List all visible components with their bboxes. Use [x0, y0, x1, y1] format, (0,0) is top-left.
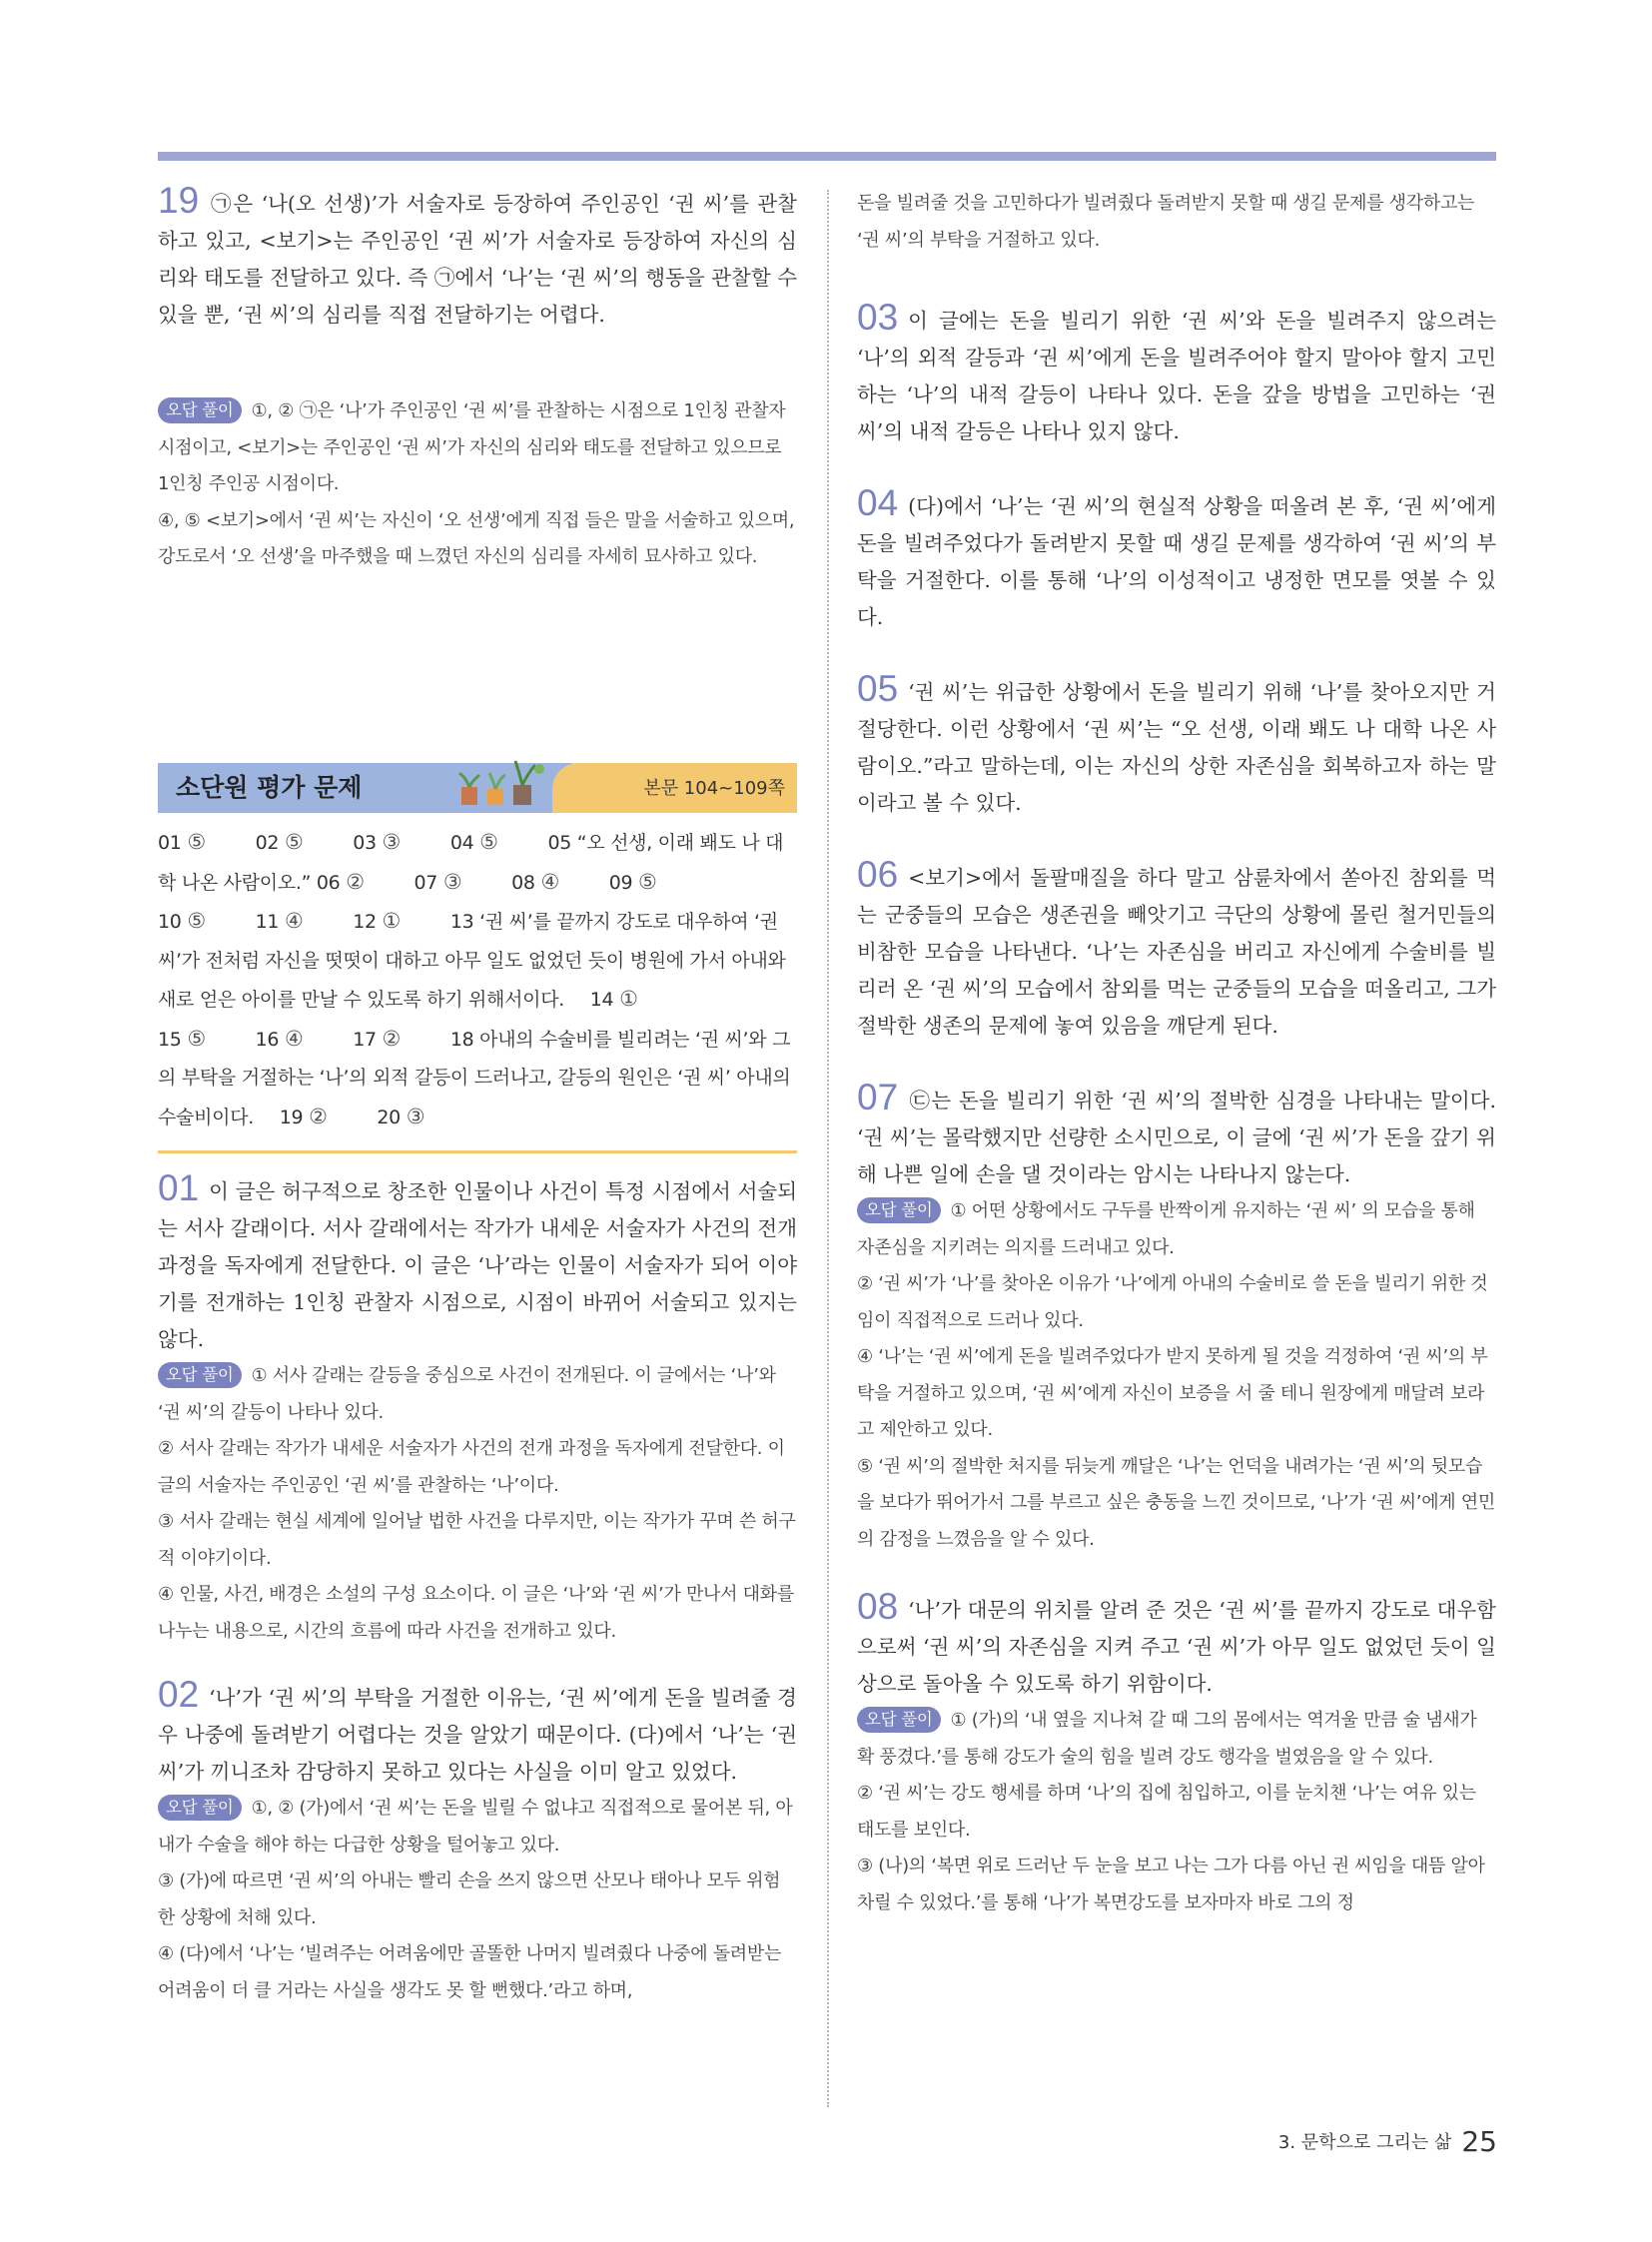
answer-key-line: 10 ⑤ 11 ④ 12 ① 13 ‘권 씨’를 끝까지 강도로 대우하여 ‘권 씨’가 전처럼 자신을 떳떳이 대하고 아무 일도 없었던 듯이 병원에 가서 아내와 새로 얻은 아이를 만날 수 있도록 하기 위해서이다. 14 ①: [158, 909, 786, 1011]
answer-19-text: 19 ㉠은 ‘나(오 선생)’가 서술자로 등장하여 주인공인 ‘권 씨’를 관찰하고 있고, <보기>는 주인공인 ‘권 씨’가 서술자로 등장하여 자신의 심리와 태도를 전달하고 있다. 즉 ㉠에서 ‘나’는 ‘권 씨’의 행동을 관찰할 수 있을 뿐, ‘권 씨’의 심리를 직접 전달하기는 어렵다.: [158, 180, 797, 327]
page-footer: [1278, 2122, 1497, 2163]
answer-02-continued: 돈을 빌려줄 것을 고민하다가 빌려줬다 돌려받지 못할 때 생길 문제를 생각하고는 ‘권 씨’의 부탁을 거절하고 있다.: [857, 193, 1475, 251]
explanation-line: ④ 인물, 사건, 배경은 소설의 구성 요소이다. 이 글은 ‘나’와 ‘권 씨’가 만나서 대화를 나누는 내용으로, 시간의 흐름에 따라 사건을 전개하고 있다.: [158, 1584, 794, 1642]
answer-01-section: [158, 1167, 797, 1650]
left-column: [158, 180, 797, 2009]
wrong-answer-badge: 오답 풀이: [158, 1795, 242, 1821]
wrong-answer-badge: 오답 풀이: [158, 397, 242, 423]
explanation-line: ② ‘권 씨’가 ‘나’를 찾아온 이유가 ‘나’에게 아내의 수술비로 쓸 돈을 빌리기 위한 것임이 직접적으로 드러나 있다.: [857, 1273, 1488, 1331]
answer-06-text: 06 <보기>에서 돌팔매질을 하다 말고 삼륜차에서 쏟아진 참외를 먹는 군중들의 모습은 생존권을 빼앗기고 극단의 상황에 몰린 철거민들의 비참한 모습을 나타낸다. ‘나’는 자존심을 버리고 자신에게 수술비를 빌리러 온 ‘권 씨’의 모습에서 참외를 먹는 군중들의 모습을 떠올리고, 그가 절박한 생존의 문제에 놓여 있음을 깨닫게 된다.: [857, 854, 1496, 1038]
right-column: [857, 186, 1496, 1921]
explanation-line: ④ ‘나’는 ‘권 씨’에게 돈을 빌려주었다가 받지 못하게 될 것을 걱정하여 ‘권 씨’의 부탁을 거절하고 있으며, ‘권 씨’에게 자신이 보증을 서 줄 테니 원장에게 매달려 보라고 제안하고 있다.: [857, 1346, 1488, 1440]
wrong-answer-badge: 오답 풀이: [857, 1197, 941, 1223]
answer-key-line: 15 ⑤ 16 ④ 17 ② 18 아내의 수술비를 빌리려는 ‘권 씨’와 그의 부탁을 거절하는 ‘나’의 외적 갈등이 드러나고, 갈등의 원인은 ‘권 씨’ 아내의 수술비이다. 19 ② 20 ③: [158, 1026, 791, 1128]
top-accent-bar: [158, 152, 1496, 161]
answer-02-text: 02 ‘나’가 ‘권 씨’의 부탁을 거절한 이유는, ‘권 씨’에게 돈을 빌려줄 경우 나중에 돌려받기 어렵다는 것을 알았기 때문이다. (다)에서 ‘나’는 ‘권 씨’가 끼니조차 감당하지 못하고 있다는 사실을 이미 알고 있었다.: [158, 1674, 797, 1784]
answer-05: 05 “오 선생, 이래 봬도 나 대학 나온 사람이오.”: [158, 832, 784, 894]
wrong-answer-badge: 오답 풀이: [857, 1707, 941, 1733]
answer-08-text: 08 ‘나’가 대문의 위치를 알려 준 것은 ‘권 씨’를 끝까지 강도로 대우함으로써 ‘권 씨’의 자존심을 지켜 주고 ‘권 씨’가 아무 일도 없었던 듯이 일상으로 돌아올 수 있도록 하기 위함이다.: [857, 1586, 1496, 1696]
explanation-line: 오답 풀이 ① (가)의 ‘내 옆을 지나쳐 갈 때 그의 몸에서는 역겨울 만큼 술 냄새가 확 풍겼다.’를 통해 강도가 술의 힘을 빌려 강도 행각을 벌였음을 알 수 있다.: [857, 1703, 1496, 1776]
explanation-line: ③ 서사 갈래는 현실 세계에 일어날 법한 사건을 다루지만, 이는 작가가 꾸며 쓴 허구적 이야기이다.: [158, 1511, 796, 1569]
answer-02-explanation: [158, 1791, 797, 2009]
answer-05-text: 05 ‘권 씨’는 위급한 상황에서 돈을 빌리기 위해 ‘나’를 찾아오지만 거절당한다. 이런 상황에서 ‘권 씨’는 “오 선생, 이래 봬도 나 대학 나온 사람이오.”라고 말하는데, 이는 자신의 상한 자존심을 회복하고자 하는 말이라고 볼 수 있다.: [857, 668, 1496, 815]
answer-number: 03: [857, 297, 899, 338]
answer-number: 08: [857, 1586, 899, 1627]
answer-number: 02: [158, 1674, 200, 1715]
footer-chapter: 3. 문학으로 그리는 삶: [1277, 2132, 1452, 2153]
wrong-answer-badge: 오답 풀이: [158, 1362, 242, 1388]
unit-test-pages: 본문 104~109쪽: [643, 778, 785, 799]
answer-key-line: 01 ⑤ 02 ⑤ 03 ③ 04 ⑤ 05 “오 선생, 이래 봬도 나 대학 나온 사람이오.” 06 ② 07 ③ 08 ④ 09 ⑤: [158, 830, 784, 894]
explanation-line: ③ (나)의 ‘복면 위로 드러난 두 눈을 보고 나는 그가 다름 아닌 권 씨임을 대뜸 알아차릴 수 있었다.’를 통해 ‘나’가 복면강도를 보자마자 바로 그의 정: [857, 1856, 1485, 1913]
explanation-line: ② 서사 갈래는 작가가 내세운 서술자가 사건의 전개 과정을 독자에게 전달한다. 이 글의 서술자는 주인공인 ‘권 씨’를 관찰하는 ‘나’이다.: [158, 1438, 785, 1496]
explanation-line: ③ (가)에 따르면 ‘권 씨’의 아내는 빨리 손을 쓰지 않으면 산모나 태아나 모두 위험한 상황에 처해 있다.: [158, 1870, 781, 1928]
answer-08-explanation: [857, 1703, 1496, 1921]
answer-number: 05: [857, 668, 899, 709]
explanation-line: 오답 풀이 ① 어떤 상황에서도 구두를 반짝이게 유지하는 ‘권 씨’ 의 모습을 통해 자존심을 지키려는 의지를 드러내고 있다.: [857, 1193, 1496, 1266]
answer-01-explanation: [158, 1358, 797, 1650]
page-number: 25: [1461, 2125, 1497, 2158]
column-divider: [827, 190, 829, 2107]
answer-02-section: [158, 1674, 797, 2009]
answer-number: 01: [158, 1167, 200, 1208]
unit-test-title: 소단원 평가 문제: [176, 773, 363, 802]
answer-07-explanation: [857, 1193, 1496, 1558]
potted-plants-icon: [447, 751, 567, 815]
answer-number: 07: [857, 1077, 899, 1118]
explanation-line: 오답 풀이 ① 서사 갈래는 갈등을 중심으로 사건이 전개된다. 이 글에서는 ‘나’와 ‘권 씨’의 갈등이 나타나 있다.: [158, 1358, 797, 1431]
unit-test-header: [158, 751, 797, 815]
answer-18: 18 아내의 수술비를 빌리려는 ‘권 씨’와 그의 부탁을 거절하는 ‘나’의 외적 갈등이 드러나고, 갈등의 원인은 ‘권 씨’ 아내의 수술비이다.: [158, 1028, 791, 1128]
answer-key: [158, 823, 797, 1136]
explanation-line: ④, ⑤ <보기>에서 ‘권 씨’는 자신이 ‘오 선생’에게 직접 들은 말을 서술하고 있으며, 강도로서 ‘오 선생’을 마주했을 때 느꼈던 자신의 심리를 자세히 묘사하고 있다.: [158, 509, 795, 567]
answer-number: 06: [857, 854, 899, 895]
answer-19-section: [158, 180, 797, 391]
explanation-line: 오답 풀이 ①, ② (가)에서 ‘권 씨’는 돈을 빌릴 수 없냐고 직접적으로 물어본 뒤, 아내가 수술을 해야 하는 다급한 상황을 털어놓고 있다.: [158, 1791, 797, 1864]
answer-number: 19: [158, 180, 200, 221]
answer-01-text: 01 이 글은 허구적으로 창조한 인물이나 사건이 특정 시점에서 서술되는 서사 갈래이다. 서사 갈래에서는 작가가 내세운 서술자가 사건의 전개 과정을 독자에게 전달한다. 이 글은 ‘나’라는 인물이 서술자가 되어 이야기를 전개하는 1인칭 관찰자 시점으로, 시점이 바뀌어 서술되고 있지는 않다.: [158, 1167, 797, 1351]
explanation-line: 오답 풀이 ①, ② ㉠은 ‘나’가 주인공인 ‘권 씨’를 관찰하는 시점으로 1인칭 관찰자 시점이고, <보기>는 주인공인 ‘권 씨’가 자신의 심리와 태도를 전달하고 있으므로 1인칭 주인공 시점이다.: [158, 393, 797, 503]
answer-key-separator: [158, 1150, 797, 1153]
explanation-line: ④ (다)에서 ‘나’는 ‘빌려주는 어려움에만 골똘한 나머지 빌려줬다 나중에 돌려받는 어려움이 더 클 거라는 사실을 생각도 못 할 뻔했다.’라고 하며,: [158, 1943, 782, 2001]
answer-03-text: 03 이 글에는 돈을 빌리기 위한 ‘권 씨’와 돈을 빌려주지 않으려는 ‘나’의 외적 갈등과 ‘권 씨’에게 돈을 빌려주어야 할지 말아야 할지 고민하는 ‘나’의 내적 갈등이 나타나 있다. 돈을 갚을 방법을 고민하는 ‘권 씨’의 내적 갈등은 나타나 있지 않다.: [857, 297, 1496, 443]
explanation-line: ② ‘권 씨’는 강도 행세를 하며 ‘나’의 집에 침입하고, 이를 눈치챈 ‘나’는 여유 있는 태도를 보인다.: [857, 1783, 1476, 1841]
answer-13: 13 ‘권 씨’를 끝까지 강도로 대우하여 ‘권 씨’가 전처럼 자신을 떳떳이 대하고 아무 일도 없었던 듯이 병원에 가서 아내와 새로 얻은 아이를 만날 수 있도록 하기 위해서이다.: [158, 911, 786, 1011]
answer-19-explanation: [158, 393, 797, 605]
explanation-line: ⑤ ‘권 씨’의 절박한 처지를 뒤늦게 깨달은 ‘나’는 언덕을 내려가는 ‘권 씨’의 뒷모습을 보다가 뛰어가서 그를 부르고 싶은 충동을 느낀 것이므로, ‘나’가 ‘권 씨’에게 연민의 감정을 느꼈음을 알 수 있다.: [857, 1455, 1495, 1550]
answer-number: 04: [857, 482, 899, 523]
answer-04-text: 04 (다)에서 ‘나’는 ‘권 씨’의 현실적 상황을 떠올려 본 후, ‘권 씨’에게 돈을 빌려주었다가 돌려받지 못할 때 생길 문제를 생각하여 ‘권 씨’의 부탁을 거절한다. 이를 통해 ‘나’의 이성적이고 냉정한 면모를 엿볼 수 있다.: [857, 482, 1496, 629]
answer-07-text: 07 ㉢는 돈을 빌리기 위한 ‘권 씨’의 절박한 심경을 나타내는 말이다. ‘권 씨’는 몰락했지만 선량한 소시민으로, 이 글에 ‘권 씨’가 돈을 갚기 위해 나쁜 일에 손을 댈 것이라는 암시는 나타나지 않는다.: [857, 1077, 1496, 1186]
